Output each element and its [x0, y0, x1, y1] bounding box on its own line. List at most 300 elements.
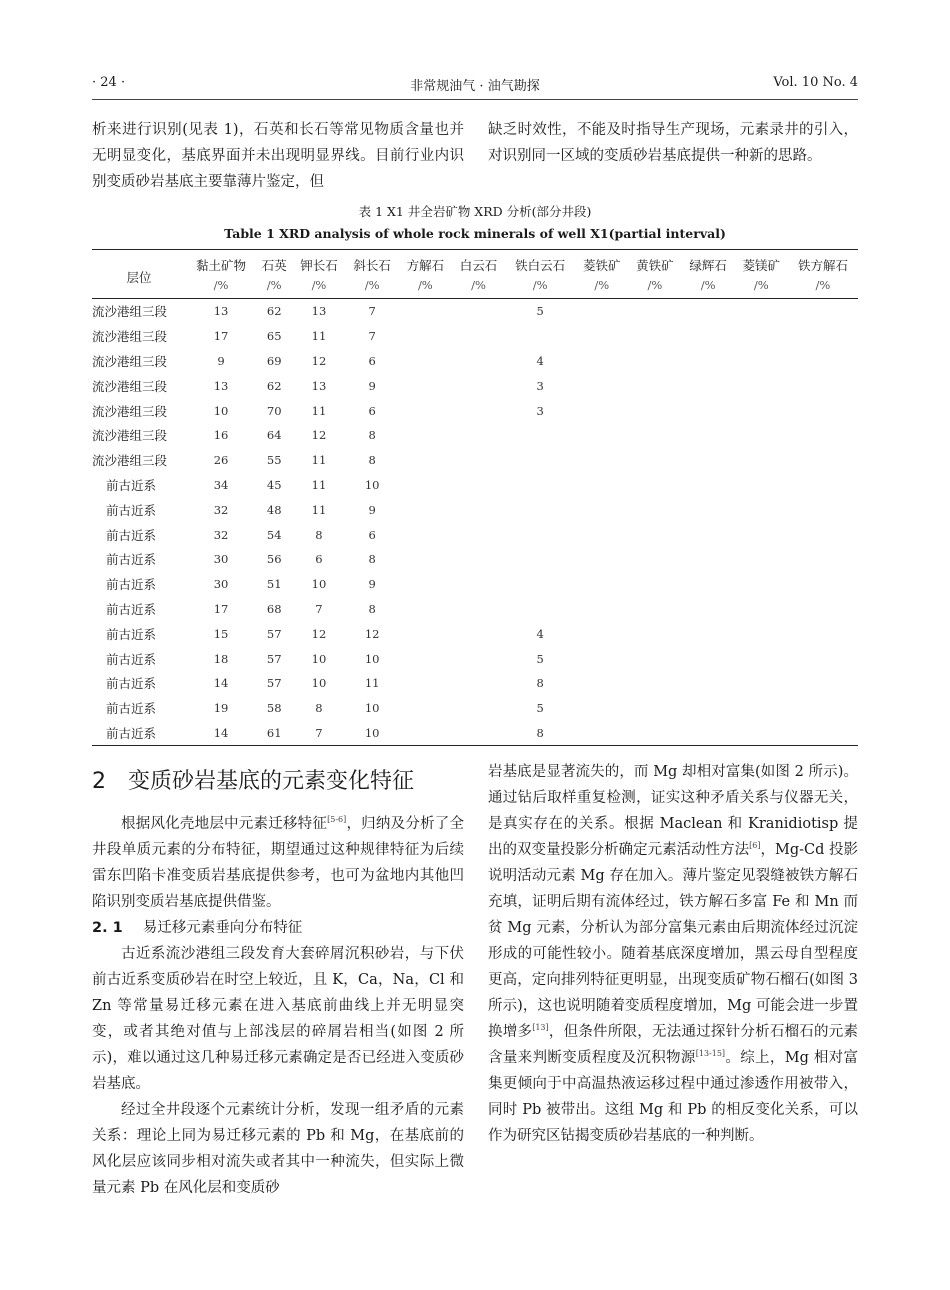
paragraph-4-text-c: ，但条件所限，无法通过探针分析石榴石的元素含量来判断变质程度及沉积物源 — [488, 1024, 859, 1066]
value-cell: 16 — [213, 428, 229, 443]
page-number: · 24 · — [92, 75, 126, 90]
value-cell — [575, 597, 628, 622]
table-row — [92, 299, 858, 324]
value-cell — [575, 671, 628, 696]
value-cell: 6 — [368, 527, 376, 542]
value-cell — [735, 448, 788, 473]
value-cell: 10 — [364, 701, 380, 716]
xrd-table — [92, 249, 858, 746]
value-cell: 10 — [311, 676, 327, 691]
column-header: 菱铁矿 — [575, 250, 628, 276]
column-header: 菱镁矿 — [735, 250, 788, 276]
value-cell: 13 — [311, 378, 327, 393]
paragraph-4-text-d: 。综上，Mg 相对富集更倾向于中高温热液运移过程中通过渗透作用被带入，同时 Pb 被带出。这组 Mg 和 Pb 的相反变化关系，可以作为研究区钻揭变质砂岩基底的一种判断。 — [488, 1050, 858, 1144]
table-row — [92, 597, 858, 622]
value-cell — [399, 299, 452, 324]
table-header-row — [92, 250, 858, 276]
value-cell: 61 — [256, 721, 292, 746]
table-row — [92, 646, 858, 671]
value-cell: 18 — [213, 651, 229, 666]
column-header: 绿辉石 — [682, 250, 735, 276]
column-unit: /% — [575, 275, 628, 299]
value-cell — [452, 646, 505, 671]
table-row — [92, 572, 858, 597]
intro-right-text: 缺乏时效性，不能及时指导生产现场，元素录井的引入，对识别同一区域的变质砂岩基底提供一种新的思路。 — [488, 122, 858, 164]
value-cell — [628, 398, 681, 423]
value-cell: 4 — [536, 626, 544, 641]
value-cell: 4 — [536, 353, 544, 368]
value-cell — [628, 423, 681, 448]
value-cell — [735, 547, 788, 572]
layer-cell: 流沙港组三段 — [92, 329, 168, 345]
value-cell — [575, 373, 628, 398]
value-cell — [505, 473, 575, 498]
value-cell — [505, 423, 575, 448]
value-cell — [452, 497, 505, 522]
value-cell — [575, 349, 628, 374]
value-cell — [505, 597, 575, 622]
layer-cell: 流沙港组三段 — [92, 353, 168, 369]
value-cell — [682, 423, 735, 448]
value-cell — [575, 448, 628, 473]
value-cell: 9 — [368, 378, 376, 393]
value-cell — [399, 473, 452, 498]
value-cell: 32 — [213, 527, 229, 542]
value-cell — [788, 423, 858, 448]
layer-cell: 流沙港组三段 — [92, 428, 168, 444]
value-cell — [575, 398, 628, 423]
layer-cell: 流沙港组三段 — [92, 403, 168, 419]
value-cell: 13 — [213, 304, 229, 319]
value-cell — [452, 597, 505, 622]
value-cell: 65 — [266, 329, 282, 344]
value-cell: 9 — [368, 577, 376, 592]
value-cell — [628, 572, 681, 597]
value-cell — [505, 448, 575, 473]
column-unit: /% — [682, 275, 735, 299]
value-cell — [788, 621, 858, 646]
value-cell: 30 — [213, 552, 229, 567]
column-header: 黏土矿物 — [186, 250, 256, 276]
column-unit: /% — [735, 275, 788, 299]
value-cell — [682, 324, 735, 349]
column-header: 白云石 — [452, 250, 505, 276]
value-cell — [628, 522, 681, 547]
value-cell — [452, 423, 505, 448]
value-cell: 54 — [266, 527, 282, 542]
paragraph-4 — [488, 759, 858, 1149]
table-row — [92, 448, 858, 473]
value-cell — [735, 373, 788, 398]
value-cell — [788, 597, 858, 622]
value-cell — [628, 497, 681, 522]
value-cell — [628, 597, 681, 622]
value-cell — [575, 522, 628, 547]
value-cell: 10 — [213, 403, 229, 418]
paragraph-1-text-a: 根据风化壳地层中元素迁移特征 — [121, 816, 328, 832]
table-unit-row — [92, 275, 858, 299]
value-cell — [452, 696, 505, 721]
value-cell — [575, 696, 628, 721]
value-cell — [788, 324, 858, 349]
value-cell — [452, 671, 505, 696]
value-cell — [399, 522, 452, 547]
value-cell — [788, 448, 858, 473]
value-cell — [628, 721, 681, 746]
value-cell — [788, 497, 858, 522]
value-cell — [735, 473, 788, 498]
value-cell: 3 — [536, 378, 544, 393]
value-cell: 56 — [266, 552, 282, 567]
table-caption-cn: 表 1 X1 井全岩矿物 XRD 分析(部分井段) — [358, 204, 592, 219]
column-unit: /% — [628, 275, 681, 299]
value-cell — [452, 448, 505, 473]
value-cell — [682, 572, 735, 597]
value-cell: 32 — [213, 502, 229, 517]
table-caption-en: Table 1 XRD analysis of whole rock minerals of well X1(partial interval) — [224, 226, 726, 241]
value-cell: 30 — [213, 577, 229, 592]
column-header: 钾长石 — [292, 250, 345, 276]
value-cell — [628, 373, 681, 398]
value-cell: 6 — [315, 552, 323, 567]
table-row — [92, 671, 858, 696]
value-cell — [628, 547, 681, 572]
paragraph-4-text-a: 岩基底是显著流失的，而 Mg 却相对富集(如图 2 所示)。通过钻后取样重复检测，证实这种矛盾关系与仪器无关，是真实存在的关系。根据 Maclean 和 Kranidiotisp 提出的双变量投影分析确定元素活动性方法 — [488, 764, 858, 858]
column-unit: /% — [505, 275, 575, 299]
layer-header: 层位 — [92, 250, 186, 299]
layer-cell: 前古近系 — [106, 676, 157, 692]
value-cell: 10 — [311, 577, 327, 592]
value-cell: 8 — [315, 701, 323, 716]
value-cell — [788, 646, 858, 671]
value-cell — [735, 423, 788, 448]
value-cell: 13 — [311, 304, 327, 319]
value-cell: 10 — [346, 721, 399, 746]
value-cell — [505, 497, 575, 522]
layer-cell: 前古近系 — [106, 601, 157, 617]
value-cell: 57 — [266, 676, 282, 691]
paragraph-1 — [92, 811, 464, 915]
table-row — [92, 522, 858, 547]
value-cell — [682, 497, 735, 522]
column-unit: /% — [186, 275, 256, 299]
value-cell — [735, 349, 788, 374]
value-cell — [788, 398, 858, 423]
value-cell: 8 — [315, 527, 323, 542]
value-cell — [788, 572, 858, 597]
value-cell: 5 — [536, 651, 544, 666]
column-unit: /% — [292, 275, 345, 299]
value-cell: 11 — [311, 403, 327, 418]
value-cell: 11 — [364, 676, 380, 691]
column-header: 斜长石 — [346, 250, 399, 276]
value-cell — [575, 547, 628, 572]
value-cell — [399, 448, 452, 473]
value-cell: 17 — [213, 329, 229, 344]
subsection-number: 2. 1 — [92, 920, 123, 936]
value-cell — [575, 646, 628, 671]
value-cell — [452, 721, 505, 746]
value-cell: 10 — [364, 651, 380, 666]
value-cell — [452, 349, 505, 374]
value-cell — [399, 373, 452, 398]
value-cell — [452, 621, 505, 646]
column-unit: /% — [452, 275, 505, 299]
value-cell — [788, 547, 858, 572]
value-cell — [452, 373, 505, 398]
value-cell — [399, 671, 452, 696]
value-cell: 7 — [292, 721, 345, 746]
value-cell — [682, 373, 735, 398]
value-cell: 13 — [213, 378, 229, 393]
value-cell: 3 — [536, 403, 544, 418]
paragraph-4-text-b: ，Mg-Cd 投影说明活动元素 Mg 存在加入。薄片鉴定见裂缝被铁方解石充填，证明后期有流体经过，铁方解石多富 Fe 和 Mn 而贫 Mg 元素，分析认为部分富集元素由后期流体经过沉淀形成的可能性较小。随着基底深度增加，黑云母自型程度更高，定向排列特征更明显，出现变质矿物石榴石(如图 3 所示)，这也说明随着变质程度增加，Mg 可能会进一步置换增多 — [488, 842, 859, 1040]
value-cell: 19 — [213, 701, 229, 716]
value-cell: 11 — [311, 453, 327, 468]
table-row — [92, 324, 858, 349]
section-number: 2 — [92, 769, 106, 794]
value-cell — [788, 349, 858, 374]
value-cell — [682, 299, 735, 324]
value-cell — [452, 522, 505, 547]
value-cell: 8 — [368, 428, 376, 443]
value-cell: 8 — [536, 676, 544, 691]
running-header — [92, 72, 858, 96]
value-cell — [399, 721, 452, 746]
value-cell — [788, 671, 858, 696]
value-cell — [682, 448, 735, 473]
citation: [13] — [532, 1023, 549, 1033]
value-cell — [628, 671, 681, 696]
table-body — [92, 299, 858, 746]
value-cell — [505, 572, 575, 597]
value-cell: 62 — [266, 378, 282, 393]
value-cell — [628, 299, 681, 324]
value-cell: 69 — [266, 353, 282, 368]
value-cell: 6 — [368, 353, 376, 368]
layer-cell: 前古近系 — [106, 527, 157, 543]
value-cell — [788, 696, 858, 721]
value-cell: 10 — [364, 477, 380, 492]
value-cell: 14 — [186, 721, 256, 746]
value-cell: 58 — [266, 701, 282, 716]
value-cell: 57 — [266, 626, 282, 641]
value-cell — [788, 522, 858, 547]
column-unit: /% — [346, 275, 399, 299]
value-cell — [735, 497, 788, 522]
paragraph-1-text-b: ，归纳及分析了全井段单质元素的分布特征，期望通过这种规律特征为后续雷东凹陷卡准变质岩基底提供参考，也可为盆地内其他凹陷识别变质岩基底提供借鉴。 — [92, 816, 465, 910]
table-row — [92, 349, 858, 374]
layer-cell: 前古近系 — [106, 502, 157, 518]
value-cell — [399, 547, 452, 572]
table-row — [92, 621, 858, 646]
table-row — [92, 373, 858, 398]
paragraph-2: 古近系流沙港组三段发育大套碎屑沉积砂岩，与下伏前古近系变质砂岩在时空上较近，且 K，Ca，Na，Cl 和 Zn 等常量易迁移元素在进入基底前曲线上并无明显突变，或者其绝对值与上部浅层的碎屑岩相当(如图 2 所示)，难以通过这几种易迁移元素确定是否已经进入变质砂岩基底。 — [92, 946, 464, 1092]
value-cell: 57 — [266, 651, 282, 666]
value-cell: 11 — [311, 329, 327, 344]
column-unit: /% — [788, 275, 858, 299]
value-cell — [505, 522, 575, 547]
layer-cell: 前古近系 — [106, 626, 157, 642]
value-cell — [735, 324, 788, 349]
table-row — [92, 497, 858, 522]
column-header: 铁白云石 — [505, 250, 575, 276]
section-2-heading — [92, 764, 414, 795]
section2-right-column — [488, 759, 858, 1149]
value-cell: 9 — [368, 502, 376, 517]
layer-cell: 流沙港组三段 — [92, 304, 168, 320]
volume-issue: Vol. 10 No. 4 — [773, 75, 858, 90]
value-cell — [399, 324, 452, 349]
value-cell — [399, 349, 452, 374]
layer-cell: 前古近系 — [106, 701, 157, 717]
value-cell — [452, 572, 505, 597]
value-cell — [575, 299, 628, 324]
value-cell: 68 — [266, 601, 282, 616]
citation: [13-15] — [695, 1049, 726, 1059]
value-cell: 8 — [505, 721, 575, 746]
table-row — [92, 721, 858, 746]
value-cell — [788, 299, 858, 324]
value-cell: 6 — [368, 403, 376, 418]
value-cell — [575, 721, 628, 746]
value-cell: 12 — [311, 428, 327, 443]
value-cell — [682, 398, 735, 423]
value-cell — [399, 572, 452, 597]
value-cell — [735, 696, 788, 721]
column-unit: /% — [399, 275, 452, 299]
value-cell — [399, 621, 452, 646]
value-cell — [399, 646, 452, 671]
value-cell — [452, 324, 505, 349]
value-cell — [735, 299, 788, 324]
value-cell: 17 — [213, 601, 229, 616]
value-cell: 51 — [266, 577, 282, 592]
citation: [5-6] — [327, 815, 347, 825]
value-cell — [735, 597, 788, 622]
layer-cell: 前古近系 — [106, 577, 157, 593]
value-cell — [682, 621, 735, 646]
value-cell: 5 — [536, 304, 544, 319]
value-cell — [575, 497, 628, 522]
subsection-2-1-heading — [92, 915, 464, 941]
value-cell — [735, 721, 788, 746]
value-cell — [788, 373, 858, 398]
value-cell — [575, 473, 628, 498]
value-cell: 7 — [368, 329, 376, 344]
layer-cell: 前古近系 — [106, 477, 157, 493]
value-cell — [682, 646, 735, 671]
value-cell — [452, 547, 505, 572]
subsection-title: 易迁移元素垂向分布特征 — [142, 920, 303, 936]
value-cell: 48 — [266, 502, 282, 517]
value-cell — [399, 497, 452, 522]
intro-right-column — [488, 117, 858, 169]
value-cell: 5 — [536, 701, 544, 716]
value-cell: 7 — [315, 601, 323, 616]
value-cell: 8 — [368, 552, 376, 567]
table-row — [92, 423, 858, 448]
header-rule — [92, 99, 858, 100]
table-row — [92, 547, 858, 572]
value-cell — [788, 721, 858, 746]
value-cell: 45 — [266, 477, 282, 492]
table-row — [92, 398, 858, 423]
value-cell: 8 — [368, 453, 376, 468]
section-title: 变质砂岩基底的元素变化特征 — [128, 769, 415, 794]
table-row — [92, 473, 858, 498]
intro-left-text: 析来进行识别(见表 1)，石英和长石等常见物质含量也并无明显变化，基底界面并未出现明显界线。目前行业内识别变质砂岩基底主要靠薄片鉴定，但 — [92, 122, 464, 190]
value-cell — [452, 473, 505, 498]
value-cell — [452, 398, 505, 423]
column-header: 方解石 — [399, 250, 452, 276]
value-cell: 70 — [266, 403, 282, 418]
citation: [6] — [749, 841, 761, 851]
paragraph-3: 经过全井段逐个元素统计分析，发现一组矛盾的元素关系：理论上同为易迁移元素的 Pb 和 Mg，在基底前的风化层应该同步相对流失或者其中一种流失，但实际上微量元素 Pb 在风化层和变质砂 — [92, 1102, 464, 1196]
column-unit: /% — [256, 275, 292, 299]
value-cell: 8 — [368, 601, 376, 616]
value-cell: 12 — [311, 353, 327, 368]
value-cell — [628, 473, 681, 498]
value-cell — [628, 324, 681, 349]
value-cell — [682, 473, 735, 498]
value-cell — [628, 448, 681, 473]
value-cell — [575, 572, 628, 597]
value-cell — [735, 671, 788, 696]
value-cell: 62 — [266, 304, 282, 319]
value-cell — [788, 473, 858, 498]
value-cell — [682, 671, 735, 696]
layer-cell: 流沙港组三段 — [92, 378, 168, 394]
column-header: 石英 — [256, 250, 292, 276]
journal-title: 非常规油气 · 油气勘探 — [410, 79, 540, 94]
value-cell: 15 — [213, 626, 229, 641]
value-cell: 55 — [266, 453, 282, 468]
value-cell: 10 — [311, 651, 327, 666]
value-cell — [399, 398, 452, 423]
value-cell — [575, 621, 628, 646]
value-cell — [682, 349, 735, 374]
value-cell — [505, 547, 575, 572]
value-cell — [735, 646, 788, 671]
value-cell — [735, 572, 788, 597]
table-row — [92, 696, 858, 721]
value-cell — [628, 696, 681, 721]
value-cell: 34 — [213, 477, 229, 492]
value-cell: 26 — [213, 453, 229, 468]
value-cell: 12 — [311, 626, 327, 641]
column-header: 铁方解石 — [788, 250, 858, 276]
value-cell — [682, 597, 735, 622]
value-cell — [682, 721, 735, 746]
section2-left-column — [92, 811, 464, 1201]
value-cell — [505, 324, 575, 349]
value-cell: 7 — [368, 304, 376, 319]
value-cell: 64 — [266, 428, 282, 443]
layer-cell: 前古近系 — [106, 651, 157, 667]
layer-cell: 流沙港组三段 — [92, 453, 168, 469]
value-cell — [628, 349, 681, 374]
value-cell: 11 — [311, 477, 327, 492]
layer-cell: 前古近系 — [92, 721, 186, 746]
value-cell — [575, 324, 628, 349]
intro-left-column — [92, 117, 464, 195]
value-cell: 9 — [217, 353, 225, 368]
value-cell — [735, 621, 788, 646]
value-cell — [399, 696, 452, 721]
value-cell — [682, 547, 735, 572]
value-cell — [628, 621, 681, 646]
